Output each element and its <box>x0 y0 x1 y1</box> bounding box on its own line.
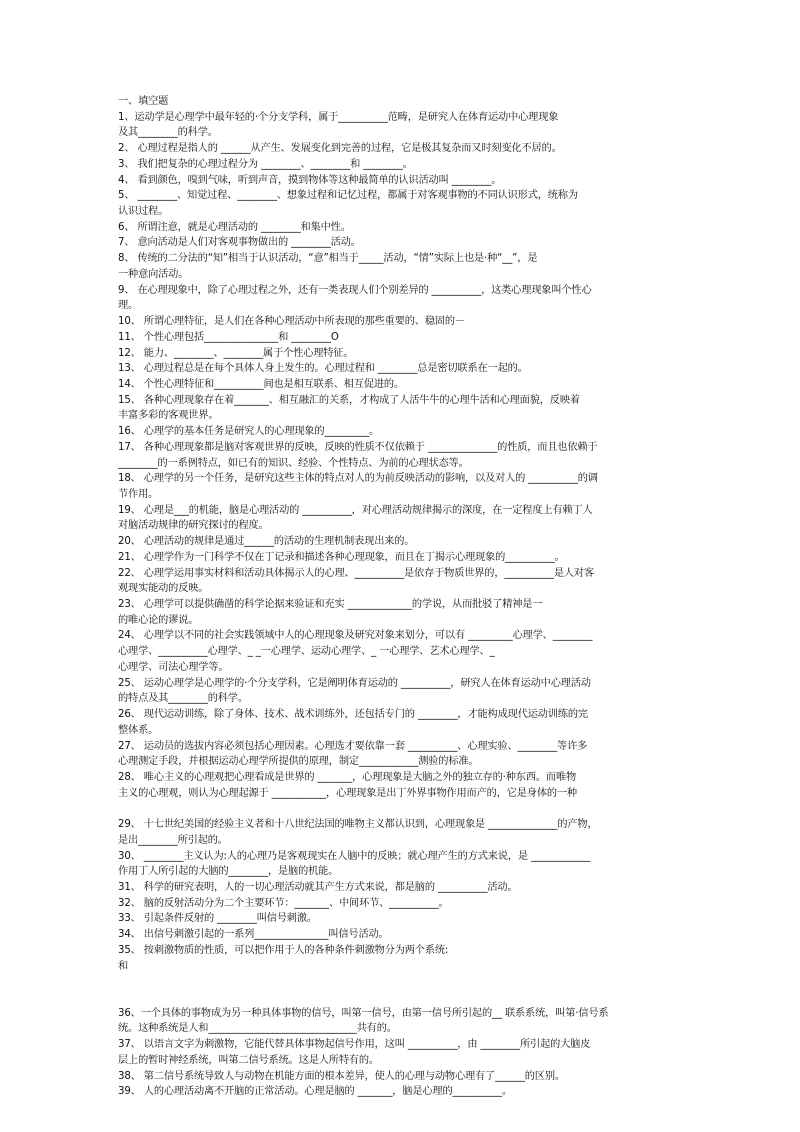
question-line: 心理学、__________心理学、_ _一心理学、运动心理学、_ 一心理学、艺术心理学、_ <box>118 646 495 658</box>
question-line: 一种意向活动。 <box>118 268 189 280</box>
question-line: 理。 <box>118 300 139 312</box>
question-line: 2、 心理过程是指人的 ______从产生、发展变化到完善的过程，它是极其复杂而又时刻变化不居的。 <box>118 143 562 155</box>
question-line: 是出________所引起的。 <box>118 834 228 846</box>
question-line: 21、 心理学作为一门科学不仅在丁记录和描述各种心理现象，而且在丁揭示心理现象的__________。 <box>118 551 565 563</box>
question-line: 统。这种系统是人和______________________________共有的。 <box>118 1023 397 1035</box>
question-line: 29、 十七世纪美国的经验主义者和十八世纪法国的唯物主义都认识到，心理现象是 ______________的产物， <box>118 819 598 831</box>
question-line: 8、 传统的二分法的“知”相当于认识活动，“意”相当于_____活动，“情”实际上也是·种“__”，是 <box>118 253 538 265</box>
question-line: 34、 出信号刺激引起的一系列_______________叫信号活动。 <box>118 929 389 941</box>
question-line: 11、 个性心理包括_______________和 ________O <box>118 331 339 343</box>
question-line: 7、 意向活动是人们对客观事物做出的 ________活动。 <box>118 237 361 249</box>
question-line: 整体系。 <box>118 724 159 736</box>
question-line: 观现实能动的反映。 <box>118 583 209 595</box>
question-line: 1、运动学是心理学中最年轻的·个分支学科，属于__________范畴，是研究人在体育运动中心理现象 <box>118 111 559 123</box>
question-line: 35、 按刺激物质的性质，可以把作用于人的各种条件刺激物分为两个系统: <box>118 944 449 956</box>
section-title: 一、填空题 <box>118 96 169 107</box>
question-line: 节作用。 <box>118 489 159 500</box>
question-line: 18、 心理学的另一个任务，是研究这些主体的特点对人的为前反映活动的影响，以及对人的 __________的调 <box>118 473 598 485</box>
question-line: 对脑活动规律的研究探讨的程度。 <box>118 520 269 532</box>
question-line: 39、 人的心理活动离不开脑的正常活动。心理是脑的 _______，脑是心理的__________。 <box>118 1086 512 1098</box>
question-line: 38、 第二信号系统导致人与动物在机能方面的根本差异，使人的心理与动物心理有了______的区别。 <box>118 1070 565 1082</box>
question-line: 主义的心理观，则认为心理起源于 ___________，心理现象是出丁外界事物作用而产的，它是身体的一种 <box>118 787 577 799</box>
question-line: 37、 以语言文字为刺激物，它能代替具体事物起信号作用，这叫 __________，由 ________所引起的大脑皮 <box>118 1039 591 1051</box>
question-line: 32、 脑的反射活动分为二个主要环节：_______、中间环节、__________。 <box>118 897 449 909</box>
question-line: 30、 ________主义认为:人的心理乃是客观现实在人脑中的反映；就心理产生的方式来说，是 ____________ <box>118 850 591 862</box>
question-line: 28、 唯心主义的心理观把心理看成是世界的 _______，心理现象是大脑之外的独立存的·种东西。而唯物 <box>118 771 577 783</box>
question-line: 14、 个性心理特征和__________间也是相互联系、相互促进的。 <box>118 378 405 390</box>
question-line: 22、 心理学运用事实材料和活动具体揭示人的心理、__________是依存于物质世界的，__________是人对客 <box>118 567 594 579</box>
question-line: 17、 各种心理现象都是脑对客观世界的反映，反映的性质不仅依赖于 ______________的性质，而且也依赖于 <box>118 441 598 453</box>
question-line: 15、 各种心理现象存在着_______、相互融汇的关系，才构成了人活牛牛的心理牛活和心理面貌，反映着 <box>118 394 580 406</box>
question-line: 及其________的科学。 <box>118 127 218 139</box>
question-line: 31、 科学的研究表明，人的一切心理活动就其产生方式来说，都是脑的 __________活动。 <box>118 882 518 893</box>
question-line: 19、 心理是___的机能，脑是心理活动的 __________，对心理活动规律揭示的深度，在一定程度上有赖丁人 <box>118 504 593 516</box>
question-line: 心理测定手段，并根据运动心理学所提供的原理，制定____________测验的标准。 <box>118 756 479 768</box>
question-line: 3、 我们把复杂的心理过程分为 ________、________和 ________。 <box>118 158 413 170</box>
question-line: 6、 所谓注意，就是心理活动的 ________和集中性。 <box>118 221 351 233</box>
question-line: 作用丁人所引起的大脑的________，是脑的机能。 <box>118 866 339 878</box>
question-line: 的特点及其________的科学。 <box>118 693 248 705</box>
question-line: 16、 心理学的基本任务是研究人的心理现象的_________。 <box>118 426 379 438</box>
question-line: 5、 ________、知觉过程、________、想象过程和记忆过程，都属于对客观事物的不同认识形式，统称为 <box>118 190 578 202</box>
question-line: 9、 在心理现象中，除了心理过程之外，还有一类表现人们个别差异的 __________，这类心理现象叫个性心 <box>118 284 592 296</box>
question-line: 24、 心理学以不同的社会实践领域中人的心理现象及研究对象来划分，可以有 _________心理学、________ <box>118 630 593 642</box>
question-line: 层上的暂时神经系统，叫第二信号系统。这是人所特有的。 <box>118 1054 379 1066</box>
question-line: 27、 运动员的选拔内容必须包括心理因素。心理选才要依靠一套 __________、心理实验、________等许多 <box>118 740 588 752</box>
question-line: 10、 所谓心理特征，是人们在各种心理活动中所表现的那些重要的、稳固的－ <box>118 316 465 328</box>
question-line: 23、 心理学可以提供确凿的科学论据来验证和充实 _____________的学说，从而批驳了精神是一 <box>118 599 543 611</box>
question-line: 36、一个具体的事物成为另一种具体事物的信号，叫第一信号，由第一信号所引起的__ 联系系统，叫第·信号系 <box>118 1007 609 1019</box>
question-line: 33、 引起条件反射的 ________叫信号刺激。 <box>118 913 317 925</box>
question-line: 和 <box>118 960 129 972</box>
question-line: 的唯心论的谬说。 <box>118 614 199 626</box>
question-line: 25、 运动心理学是心理学的·个分支学科，它是阐明体育运动的 __________，研究人在体育运动中心理活动 <box>118 677 591 689</box>
question-line: 4、 看到颜色，嗅到气味，听到声音，摸到物体等这种最简单的认识活动叫 ________。 <box>118 174 502 186</box>
question-line: 20、 心理活动的规律是通过______的活动的生理机制表现出来的。 <box>118 536 415 548</box>
question-line: 心理学、司法心理学等。 <box>118 661 229 673</box>
question-line: 26、 现代运动训练，除了身体、技术、战术训练外，还包括专门的 ________，才能构成现代运动训练的完 <box>118 709 588 721</box>
question-line: 认识过程。 <box>118 206 169 218</box>
question-line: ________的一系例特点，如已有的知识、经验、个性特点、为前的心理状态等。 <box>118 457 469 469</box>
question-line: 丰富多彩的客观世界。 <box>118 410 219 422</box>
question-line: 13、 心理过程总是在每个具体人身上发生的。心理过程和 ________总是密切联系在一起的。 <box>118 363 528 375</box>
question-line: 12、 能力、________、________属于个性心理特征。 <box>118 347 354 359</box>
